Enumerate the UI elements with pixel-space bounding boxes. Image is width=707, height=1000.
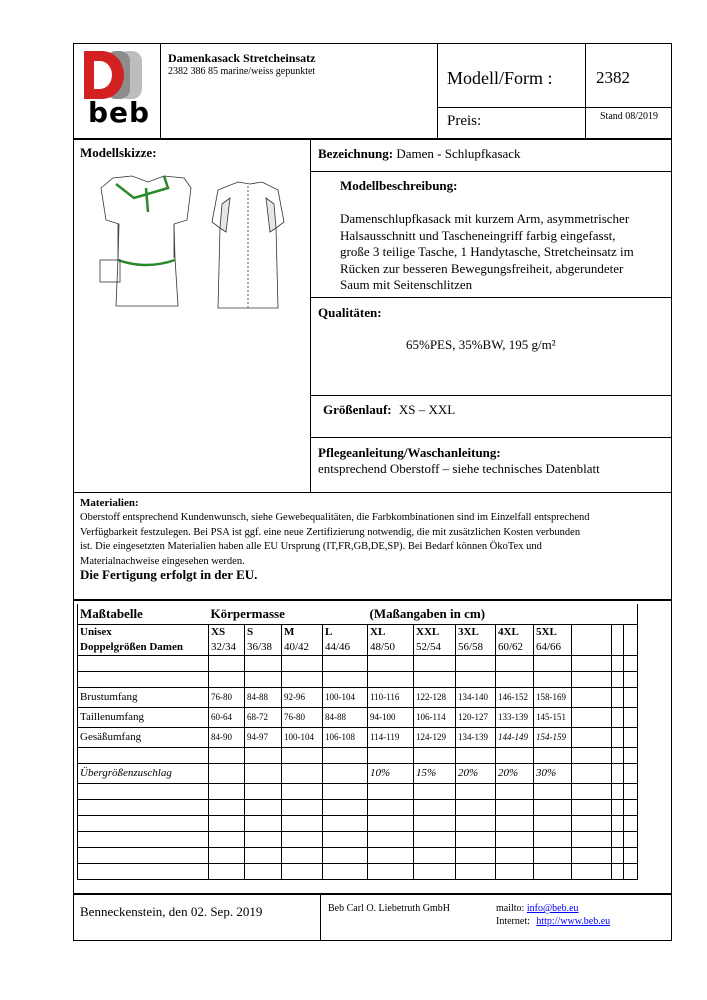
table-row [78, 763, 638, 783]
empty-cell [282, 783, 323, 799]
row-label: Taillenumfang [78, 707, 209, 727]
empty-cell [245, 831, 282, 847]
beschreibung-line: Rücken zur besseren Bewegungsfreiheit, abgerundeter [340, 260, 624, 276]
size-cell: 84-90 [209, 727, 245, 747]
empty-cell [456, 863, 496, 879]
stand-date: Stand 08/2019 [600, 111, 659, 122]
empty-cell [496, 847, 534, 863]
empty-cell [612, 624, 624, 640]
table-row [78, 815, 638, 831]
empty-cell [496, 783, 534, 799]
empty-cell [282, 747, 323, 763]
table-row [78, 687, 638, 707]
row-label: Doppelgrößen Damen [78, 640, 209, 656]
empty-cell [624, 655, 638, 671]
empty-cell [534, 863, 572, 879]
fertigung-note: Die Fertigung erfolgt in der EU. [80, 567, 258, 582]
empty-cell [414, 815, 456, 831]
size-cell: 122-128 [414, 687, 456, 707]
internet-label: Internet: [496, 916, 530, 927]
email-link[interactable]: info@beb.eu [526, 903, 579, 914]
empty-cell [245, 863, 282, 879]
empty-cell [368, 847, 414, 863]
size-cell: 3XL [456, 624, 496, 640]
size-cell: 76-80 [209, 687, 245, 707]
empty-cell [456, 799, 496, 815]
size-cell: 146-152 [496, 687, 534, 707]
table-row [78, 747, 638, 763]
size-cell: 134-139 [456, 727, 496, 747]
beschreibung-line: Saum mit Seitenschlitzen [340, 277, 473, 292]
empty-cell [209, 831, 245, 847]
size-cell: 100-104 [282, 727, 323, 747]
size-cell: 56/58 [456, 640, 496, 656]
divider [437, 107, 672, 108]
empty-cell [323, 799, 368, 815]
pflege-label: Pflegeanleitung/Waschanleitung: [318, 445, 501, 460]
empty-cell [323, 815, 368, 831]
size-cell: 100-104 [323, 687, 368, 707]
product-title: Damenkasack Stretcheinsatz [168, 51, 316, 65]
size-cell: 68-72 [245, 707, 282, 727]
size-cell: 106-108 [323, 727, 368, 747]
row-label: Unisex [78, 624, 209, 640]
sketch-label: Modellskizze: [80, 145, 157, 160]
empty-cell [624, 783, 638, 799]
size-cell: 124-129 [414, 727, 456, 747]
size-cell [209, 763, 245, 783]
size-cell: 64/66 [534, 640, 572, 656]
empty-cell [245, 655, 282, 671]
size-cell: 15% [414, 763, 456, 783]
materialien-line: Oberstoff entsprechend Kundenwunsch, siehe Gewebequalitäten, die Farbkombinationen sind im Einzelfall entsprechend [80, 512, 590, 523]
empty-cell [456, 655, 496, 671]
empty-cell [496, 863, 534, 879]
empty-cell [456, 783, 496, 799]
table-row [78, 624, 638, 640]
table-row [78, 847, 638, 863]
empty-cell [414, 847, 456, 863]
empty-cell [78, 747, 209, 763]
empty-cell [368, 747, 414, 763]
size-cell: XS [209, 624, 245, 640]
empty-cell [368, 815, 414, 831]
empty-cell [282, 847, 323, 863]
empty-cell [456, 671, 496, 687]
empty-cell [572, 687, 612, 707]
modell-value: 2382 [596, 68, 630, 87]
empty-cell [456, 815, 496, 831]
divider [320, 894, 321, 941]
place-date: Benneckenstein, den 02. Sep. 2019 [80, 904, 263, 919]
empty-cell [612, 847, 624, 863]
beschreibung-line: Halsausschnitt und Tascheneingriff farbig eingefasst, [340, 227, 616, 243]
empty-cell [368, 655, 414, 671]
empty-cell [534, 799, 572, 815]
empty-cell [572, 763, 612, 783]
empty-cell [612, 763, 624, 783]
empty-cell [209, 847, 245, 863]
mail-line [496, 903, 579, 914]
size-cell: 94-100 [368, 707, 414, 727]
size-cell: 40/42 [282, 640, 323, 656]
empty-cell [612, 863, 624, 879]
modell-label: Modell/Form : [447, 68, 553, 88]
size-cell: 52/54 [414, 640, 456, 656]
row-label: Gesäßumfang [78, 727, 209, 747]
table-row [78, 655, 638, 671]
materialien-line: Verfügbarkeit festzulegen. Bei PSA ist ggf. eine neue Zertifizierung notwendig, die mit zusätzlichen Kosten verbunden [80, 526, 581, 538]
empty-cell [78, 863, 209, 879]
bezeichnung-value: Damen - Schlupfkasack [396, 146, 521, 161]
size-cell: 36/38 [245, 640, 282, 656]
empty-cell [534, 815, 572, 831]
row-label: Brustumfang [78, 687, 209, 707]
size-cell: 94-97 [245, 727, 282, 747]
row-label: Übergrößenzuschlag [78, 763, 209, 783]
empty-cell [368, 783, 414, 799]
article-number: 2382 386 85 marine/weiss gepunktet [168, 66, 316, 77]
size-cell: 48/50 [368, 640, 414, 656]
empty-cell [612, 815, 624, 831]
empty-cell [572, 863, 612, 879]
bezeichnung-label: Bezeichnung: [318, 146, 394, 161]
empty-cell [572, 624, 612, 640]
empty-cell [209, 799, 245, 815]
size-cell: 84-88 [245, 687, 282, 707]
groessen-label: Größenlauf: [323, 402, 392, 417]
size-cell: S [245, 624, 282, 640]
empty-cell [534, 783, 572, 799]
table-row [78, 640, 638, 656]
size-cell: 158-169 [534, 687, 572, 707]
empty-cell [78, 831, 209, 847]
size-cell: 5XL [534, 624, 572, 640]
size-cell: 110-116 [368, 687, 414, 707]
empty-cell [624, 847, 638, 863]
empty-cell [323, 747, 368, 763]
empty-cell [572, 640, 612, 656]
empty-cell [209, 863, 245, 879]
empty-cell [572, 747, 612, 763]
empty-cell [323, 671, 368, 687]
empty-cell [534, 831, 572, 847]
divider [310, 139, 311, 493]
empty-cell [624, 747, 638, 763]
empty-cell [612, 831, 624, 847]
logo-text: beb [87, 96, 151, 129]
empty-cell [209, 815, 245, 831]
size-cell: 76-80 [282, 707, 323, 727]
empty-cell [323, 847, 368, 863]
empty-cell [323, 783, 368, 799]
empty-cell [282, 863, 323, 879]
bezeichnung [318, 146, 521, 162]
empty-cell [624, 815, 638, 831]
divider [310, 437, 672, 438]
empty-cell [414, 799, 456, 815]
empty-cell [368, 799, 414, 815]
divider [585, 43, 586, 139]
empty-cell [612, 687, 624, 707]
size-cell: 145-151 [534, 707, 572, 727]
divider [310, 297, 672, 298]
size-cell: 134-140 [456, 687, 496, 707]
table-row [78, 671, 638, 687]
empty-cell [209, 783, 245, 799]
empty-cell [456, 847, 496, 863]
size-cell: 4XL [496, 624, 534, 640]
empty-cell [624, 763, 638, 783]
empty-cell [245, 747, 282, 763]
empty-cell [323, 655, 368, 671]
empty-cell [612, 707, 624, 727]
materialien-line: ist. Die eingesetzten Materialien haben alle EU Ursprung (IT,FR,GB,DE,SP). Bei Bedarf können ÖkoTex und [80, 541, 542, 552]
mass-title: Maßtabelle [78, 604, 209, 624]
empty-cell [496, 799, 534, 815]
table-row [78, 707, 638, 727]
empty-cell [414, 783, 456, 799]
empty-cell [78, 783, 209, 799]
empty-cell [572, 799, 612, 815]
internet-line [496, 916, 610, 927]
mail-label: mailto: [496, 903, 525, 914]
empty-cell [612, 671, 624, 687]
empty-cell [624, 799, 638, 815]
empty-cell [78, 799, 209, 815]
empty-cell [245, 783, 282, 799]
empty-cell [572, 847, 612, 863]
table-row [78, 727, 638, 747]
empty-cell [572, 671, 612, 687]
empty-cell [414, 671, 456, 687]
empty-cell [534, 847, 572, 863]
empty-cell [78, 815, 209, 831]
size-cell: 60-64 [209, 707, 245, 727]
size-cell: 10% [368, 763, 414, 783]
size-cell: 20% [456, 763, 496, 783]
empty-cell [572, 727, 612, 747]
materialien-text [80, 511, 590, 569]
empty-cell [534, 655, 572, 671]
groessenlauf [323, 402, 455, 418]
empty-cell [496, 831, 534, 847]
table-row [78, 831, 638, 847]
size-cell: 84-88 [323, 707, 368, 727]
size-cell: 133-139 [496, 707, 534, 727]
empty-cell [624, 687, 638, 707]
empty-cell [209, 747, 245, 763]
empty-cell [282, 815, 323, 831]
empty-cell [282, 655, 323, 671]
size-cell: 144-149 [496, 727, 534, 747]
empty-cell [245, 815, 282, 831]
empty-cell [572, 783, 612, 799]
empty-cell [612, 655, 624, 671]
empty-cell [624, 831, 638, 847]
size-cell: 120-127 [456, 707, 496, 727]
empty-cell [496, 815, 534, 831]
empty-cell [78, 655, 209, 671]
empty-cell [612, 640, 624, 656]
size-cell: 20% [496, 763, 534, 783]
beschreibung-text [340, 211, 634, 294]
materialien-line: Materialnachweise eingesehen werden. [80, 555, 245, 567]
size-table [77, 604, 638, 880]
empty-cell [323, 831, 368, 847]
empty-cell [456, 747, 496, 763]
massangaben-label: (Maßangaben in cm) [368, 604, 572, 624]
qualitaeten-value: 65%PES, 35%BW, 195 g/m² [406, 337, 556, 352]
empty-cell [368, 671, 414, 687]
empty-cell [624, 671, 638, 687]
empty-cell [368, 863, 414, 879]
empty-cell [414, 655, 456, 671]
size-cell [323, 763, 368, 783]
size-cell: 106-114 [414, 707, 456, 727]
table-row [78, 863, 638, 879]
divider [310, 395, 672, 396]
size-cell [282, 763, 323, 783]
size-cell: 44/46 [323, 640, 368, 656]
empty-cell [612, 747, 624, 763]
size-cell: XXL [414, 624, 456, 640]
beschreibung-label: Modellbeschreibung: [340, 178, 458, 193]
divider [160, 43, 161, 139]
empty-cell [572, 707, 612, 727]
divider [310, 171, 672, 172]
size-cell: 30% [534, 763, 572, 783]
size-cell: 60/62 [496, 640, 534, 656]
size-cell: L [323, 624, 368, 640]
empty-cell [612, 727, 624, 747]
empty-cell [612, 799, 624, 815]
empty-cell [414, 831, 456, 847]
table-row [78, 783, 638, 799]
empty-cell [496, 655, 534, 671]
preis-label: Preis: [447, 113, 482, 129]
size-cell: 32/34 [209, 640, 245, 656]
empty-cell [624, 640, 638, 656]
empty-cell [368, 831, 414, 847]
table-row [78, 799, 638, 815]
pflege-value: entsprechend Oberstoff – siehe technisches Datenblatt [318, 461, 600, 476]
empty-cell [534, 747, 572, 763]
size-cell: 154-159 [534, 727, 572, 747]
empty-cell [78, 847, 209, 863]
empty-cell [78, 671, 209, 687]
size-cell [245, 763, 282, 783]
empty-cell [456, 831, 496, 847]
beschreibung-line: große 3 teilige Tasche, 1 Handytasche, Stretcheinsatz im [340, 244, 634, 259]
garment-sketch [78, 172, 308, 312]
empty-cell [496, 671, 534, 687]
size-cell: 114-119 [368, 727, 414, 747]
empty-cell [572, 831, 612, 847]
materialien-label: Materialien: [80, 497, 139, 509]
groessen-value: XS – XXL [398, 402, 456, 417]
empty-cell [624, 863, 638, 879]
empty-cell [572, 815, 612, 831]
empty-cell [496, 747, 534, 763]
empty-cell [624, 707, 638, 727]
koerpermasse-label: Körpermasse [209, 604, 368, 624]
empty-cell [245, 671, 282, 687]
empty-cell [624, 727, 638, 747]
empty-cell [282, 831, 323, 847]
company-name: Beb Carl O. Liebetruth GmbH [328, 903, 450, 914]
empty-cell [414, 747, 456, 763]
empty-cell [282, 671, 323, 687]
empty-cell [245, 799, 282, 815]
header-box [73, 43, 672, 139]
empty-cell [209, 671, 245, 687]
empty-cell [323, 863, 368, 879]
empty-cell [572, 655, 612, 671]
beschreibung-line: Damenschlupfkasack mit kurzem Arm, asymmetrischer [340, 211, 630, 226]
empty-cell [624, 624, 638, 640]
size-cell: M [282, 624, 323, 640]
empty-cell [209, 655, 245, 671]
size-cell: 92-96 [282, 687, 323, 707]
empty-cell [414, 863, 456, 879]
empty-cell [282, 799, 323, 815]
website-link[interactable]: http://www.beb.eu [536, 916, 611, 927]
empty-cell [245, 847, 282, 863]
empty-cell [612, 783, 624, 799]
size-cell: XL [368, 624, 414, 640]
empty-cell [534, 671, 572, 687]
qualitaeten-label: Qualitäten: [318, 305, 382, 320]
divider [437, 43, 438, 139]
